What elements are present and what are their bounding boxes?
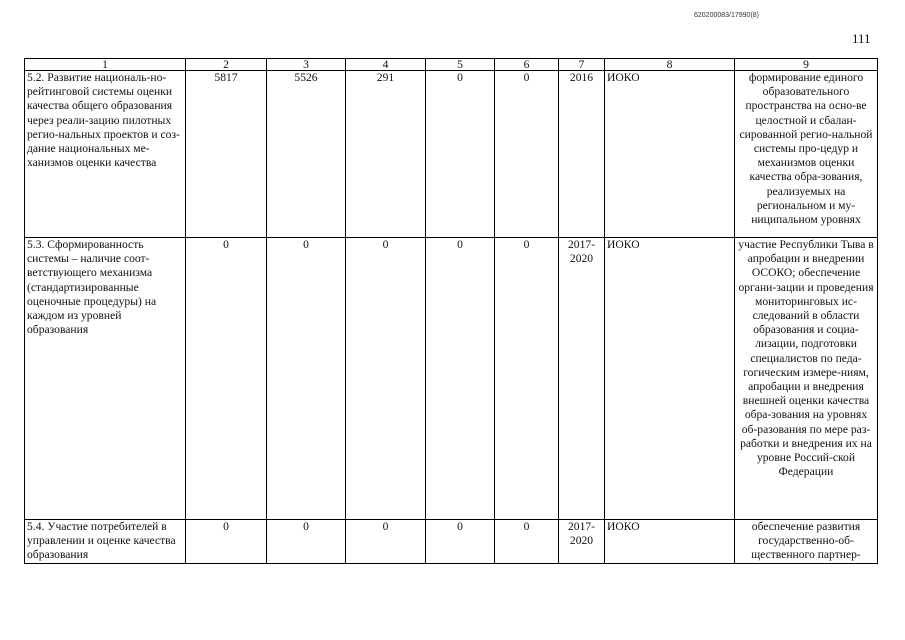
value-col-2: 0 [186,520,267,564]
column-header: 9 [735,59,878,71]
table-row [25,238,878,520]
expected-result: формирование единого образовательного пространства на осно-ве целостной и сбалан-сированной регио-нальной системы про-цедур и механизмов оценки качества обра-зования, реализуемых на региональном и му-ниципальном уровнях [735,71,878,238]
value-col-6: 0 [495,238,559,520]
column-header: 6 [495,59,559,71]
value-col-5: 0 [426,520,495,564]
responsible-org: ИОКО [605,238,735,520]
column-header: 5 [426,59,495,71]
value-col-2: 0 [186,238,267,520]
value-col-4: 0 [346,520,426,564]
value-col-3: 0 [267,520,346,564]
years: 2017-2020 [559,238,605,520]
table-row [25,520,878,564]
expected-result: участие Республики Тыва в апробации и внедрении ОСОКО; обеспечение органи-зации и проведения мониторинговых ис-следований в области образования и социа-лизации, подготовки специалистов по педа-гогическим измере-ниям, апробации и внедрения внешней оценки качества обра-зования на уровнях об-разования по мере раз-работки и внедрения их на уровне Россий-ской Федерации [735,238,878,520]
column-header: 2 [186,59,267,71]
column-header: 3 [267,59,346,71]
years: 2016 [559,71,605,238]
value-col-6: 0 [495,71,559,238]
program-table [24,58,878,564]
document-id: 620200083/17990(8) [694,12,760,19]
value-col-4: 291 [346,71,426,238]
years: 2017-2020 [559,520,605,564]
value-col-5: 0 [426,71,495,238]
value-col-6: 0 [495,520,559,564]
expected-result: обеспечение развития государственно-об-щественного партнер- [735,520,878,564]
responsible-org: ИОКО [605,71,735,238]
responsible-org: ИОКО [605,520,735,564]
header-row [25,59,878,71]
measure-name: 5.2. Развитие националь-но-рейтинговой системы оценки качества общего образования через реали-зацию пилотных регио-нальных проектов и соз-дание национальных ме-ханизмов оценки качества [25,71,186,238]
table-row [25,71,878,238]
value-col-3: 0 [267,238,346,520]
value-col-4: 0 [346,238,426,520]
column-header: 8 [605,59,735,71]
measure-name: 5.3. Сформированность системы – наличие соот-ветствующего механизма (стандартизированные оценочные процедуры) на каждом из уровней образования [25,238,186,520]
column-header: 4 [346,59,426,71]
value-col-3: 5526 [267,71,346,238]
value-col-5: 0 [426,238,495,520]
column-header: 1 [25,59,186,71]
page-number: 111 [852,31,871,46]
value-col-2: 5817 [186,71,267,238]
measure-name: 5.4. Участие потребителей в управлении и оценке качества образования [25,520,186,564]
column-header: 7 [559,59,605,71]
